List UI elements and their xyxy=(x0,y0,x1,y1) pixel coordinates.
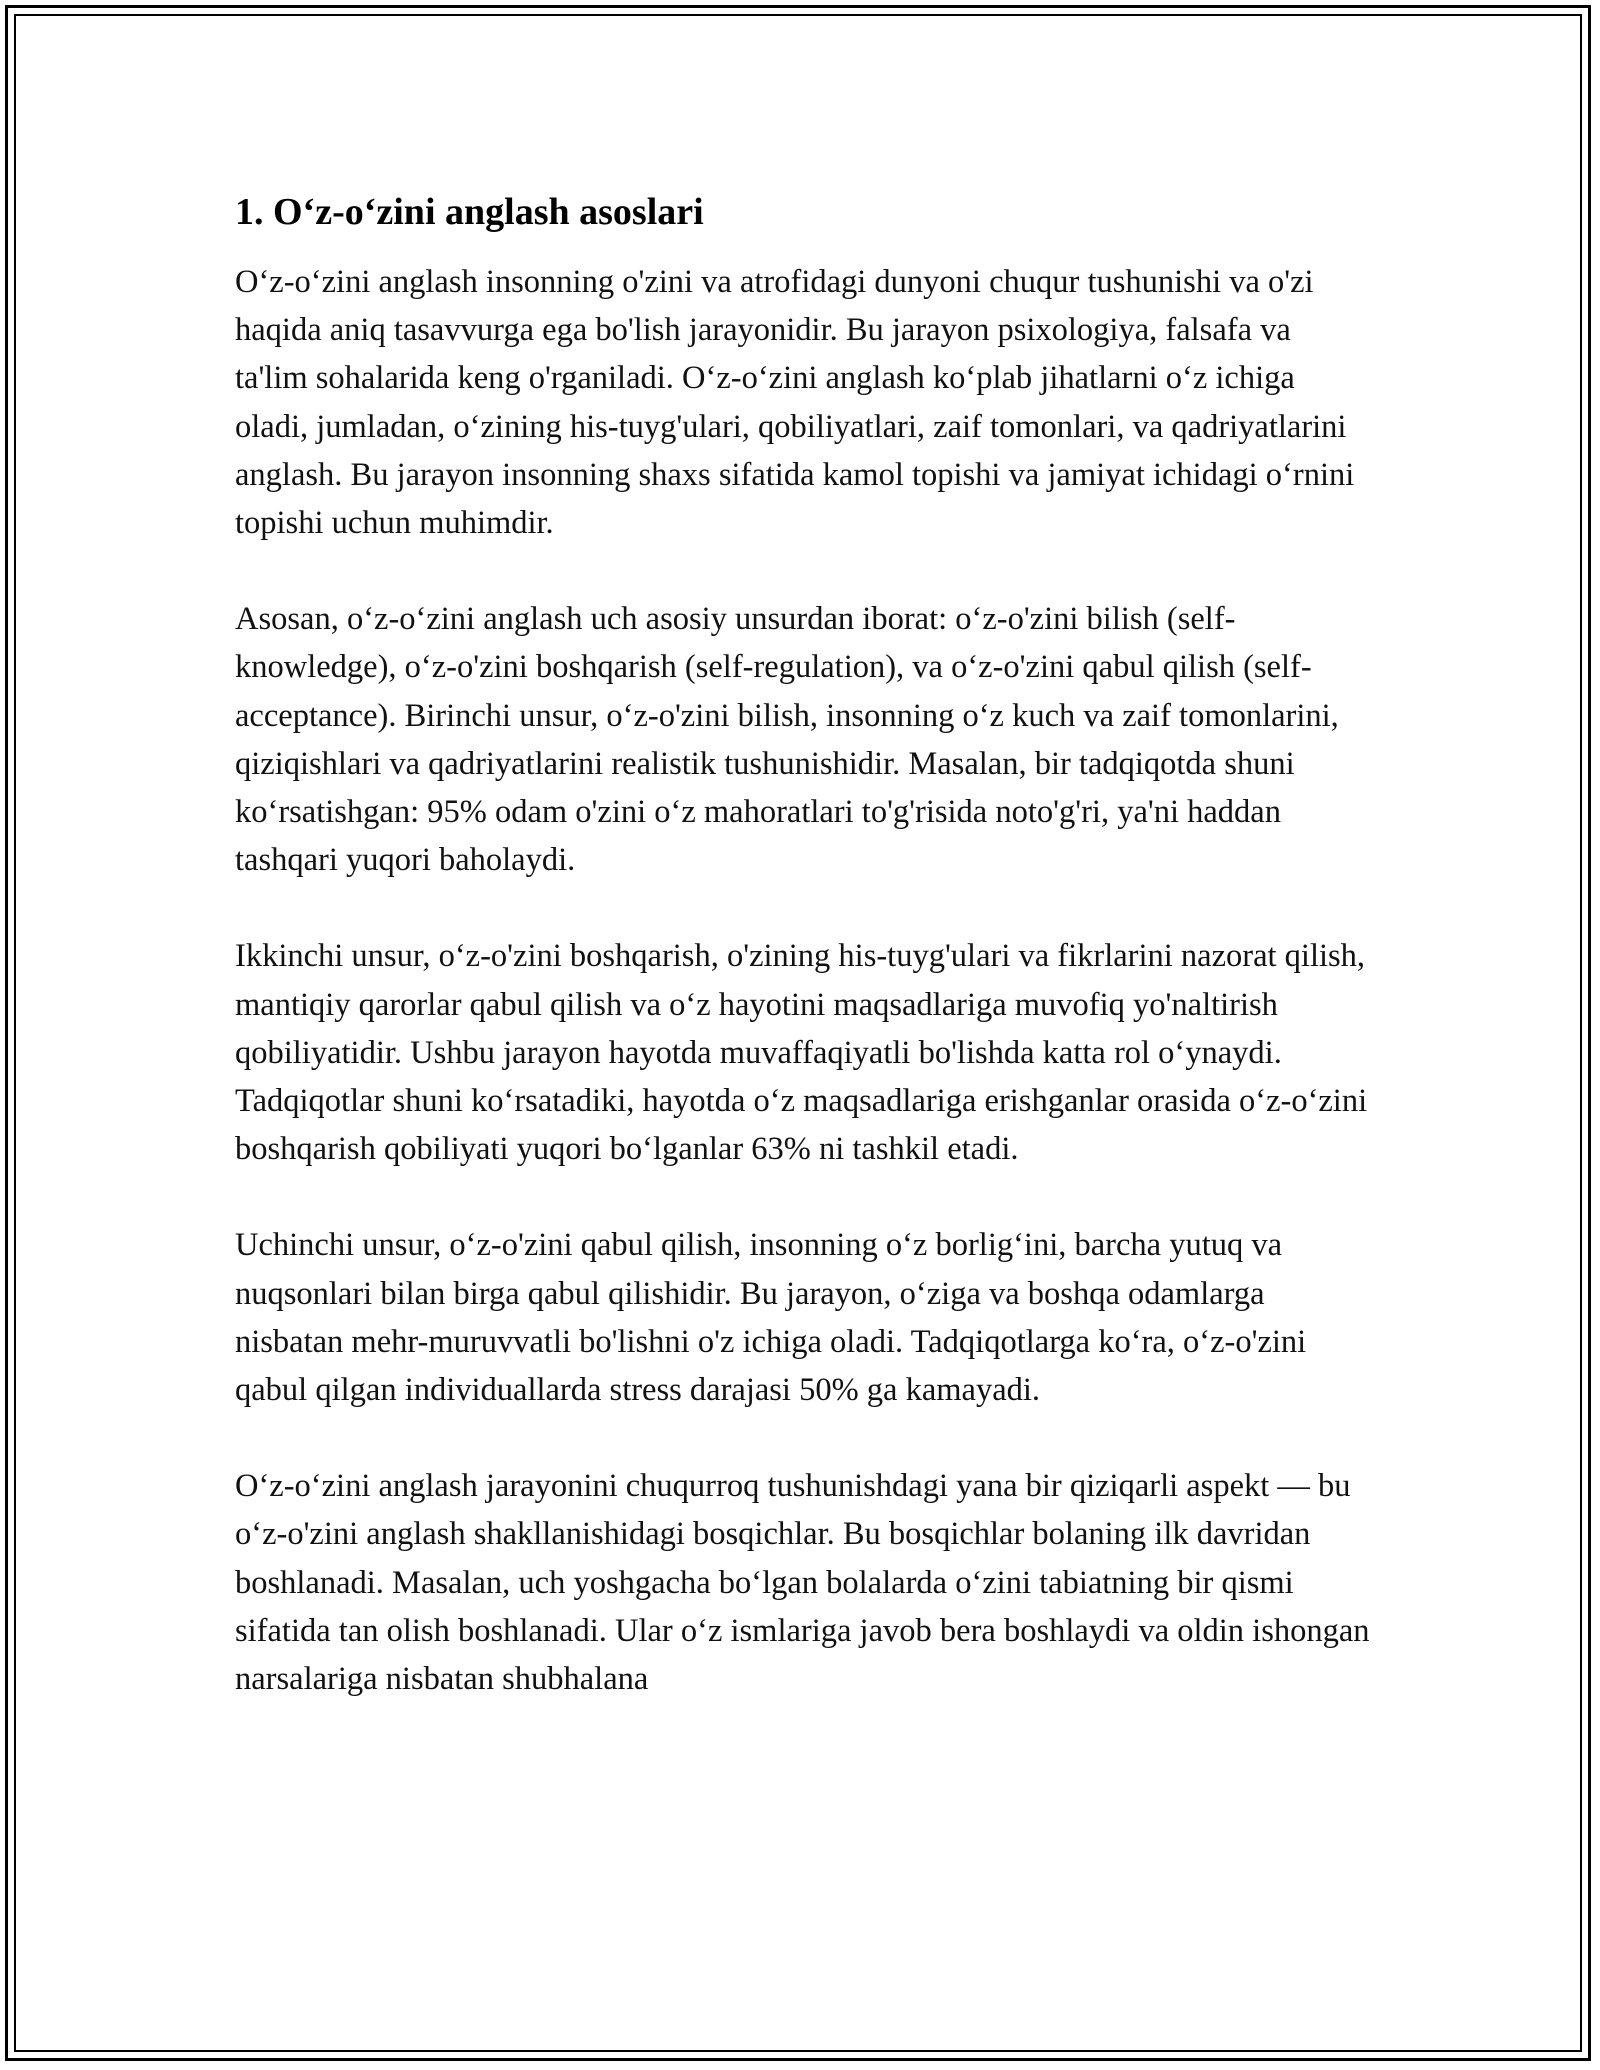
paragraph-components: Asosan, o‘z-o‘zini anglash uch asosiy unsurdan iborat: o‘z-o'zini bilish (self-knowledge), o‘z-o'zini boshqarish (self-regulation), va o‘z-o'zini qabul qilish (self-acceptance). Birinchi unsur, o‘z-o'zini bilish, insonning o‘z kuch va zaif tomonlarini, qiziqishlari va qadriyatlarini realistik tushunishidir. Masalan, bir tadqiqotda shuni ko‘rsatishgan: 95% odam o'zini o‘z mahoratlari to'g'risida noto'g'ri, ya'ni haddan tashqari yuqori baholaydi. xyxy=(235,601,1339,879)
document-body xyxy=(235,186,1370,1703)
paragraph-stages: O‘z-o‘zini anglash jarayonini chuqurroq tushunishdagi yana bir qiziqarli aspekt — bu o‘z-o'zini anglash shakllanishidagi bosqichlar. Bu bosqichlar bolaning ilk davridan boshlanadi. Masalan, uch yoshgacha bo‘lgan bolalarda o‘zini tabiatning bir qismi sifatida tan olish boshlanadi. Ular o‘z ismlariga javob bera boshlaydi va oldin ishongan narsalariga nisbatan shubhalana xyxy=(235,1468,1370,1698)
paragraph-self-acceptance: Uchinchi unsur, o‘z-o'zini qabul qilish, insonning o‘z borlig‘ini, barcha yutuq va nuqsonlari bilan birga qabul qilishidir. Bu jarayon, o‘ziga va boshqa odamlarga nisbatan mehr-muruvvatli bo'lishni o'z ichiga oladi. Tadqiqotlarga ko‘ra, o‘z-o'zini qabul qilgan individuallarda stress darajasi 50% ga kamayadi. xyxy=(235,1227,1307,1409)
paragraph-intro: O‘z-o‘zini anglash insonning o'zini va atrofidagi dunyoni chuqur tushunishi va o'zi haqida aniq tasavvurga ega bo'lish jarayonidir. Bu jarayon psixologiya, falsafa va ta'lim sohalarida keng o'rganiladi. O‘z-o‘zini anglash ko‘plab jihatlarni o‘z ichiga oladi, jumladan, o‘zining his-tuyg'ulari, qobiliyatlari, zaif tomonlari, va qadriyatlarini anglash. Bu jarayon insonning shaxs sifatida kamol topishi va jamiyat ichidagi o‘rnini topishi uchun muhimdir. xyxy=(235,264,1355,542)
section-heading: 1. O‘z-o‘zini anglash asoslari xyxy=(235,191,704,233)
paragraph-self-regulation: Ikkinchi unsur, o‘z-o'zini boshqarish, o'zining his-tuyg'ulari va fikrlarini nazorat qilish, mantiqiy qarorlar qabul qilish va o‘z hayotini maqsadlariga muvofiq yo'naltirish qobiliyatidir. Ushbu jarayon hayotda muvaffaqiyatli bo'lishda katta rol o‘ynaydi. Tadqiqotlar shuni ko‘rsatadiki, hayotda o‘z maqsadlariga erishganlar orasida o‘z-o‘zini boshqarish qobiliyati yuqori bo‘lganlar 63% ni tashkil etadi. xyxy=(235,938,1368,1168)
